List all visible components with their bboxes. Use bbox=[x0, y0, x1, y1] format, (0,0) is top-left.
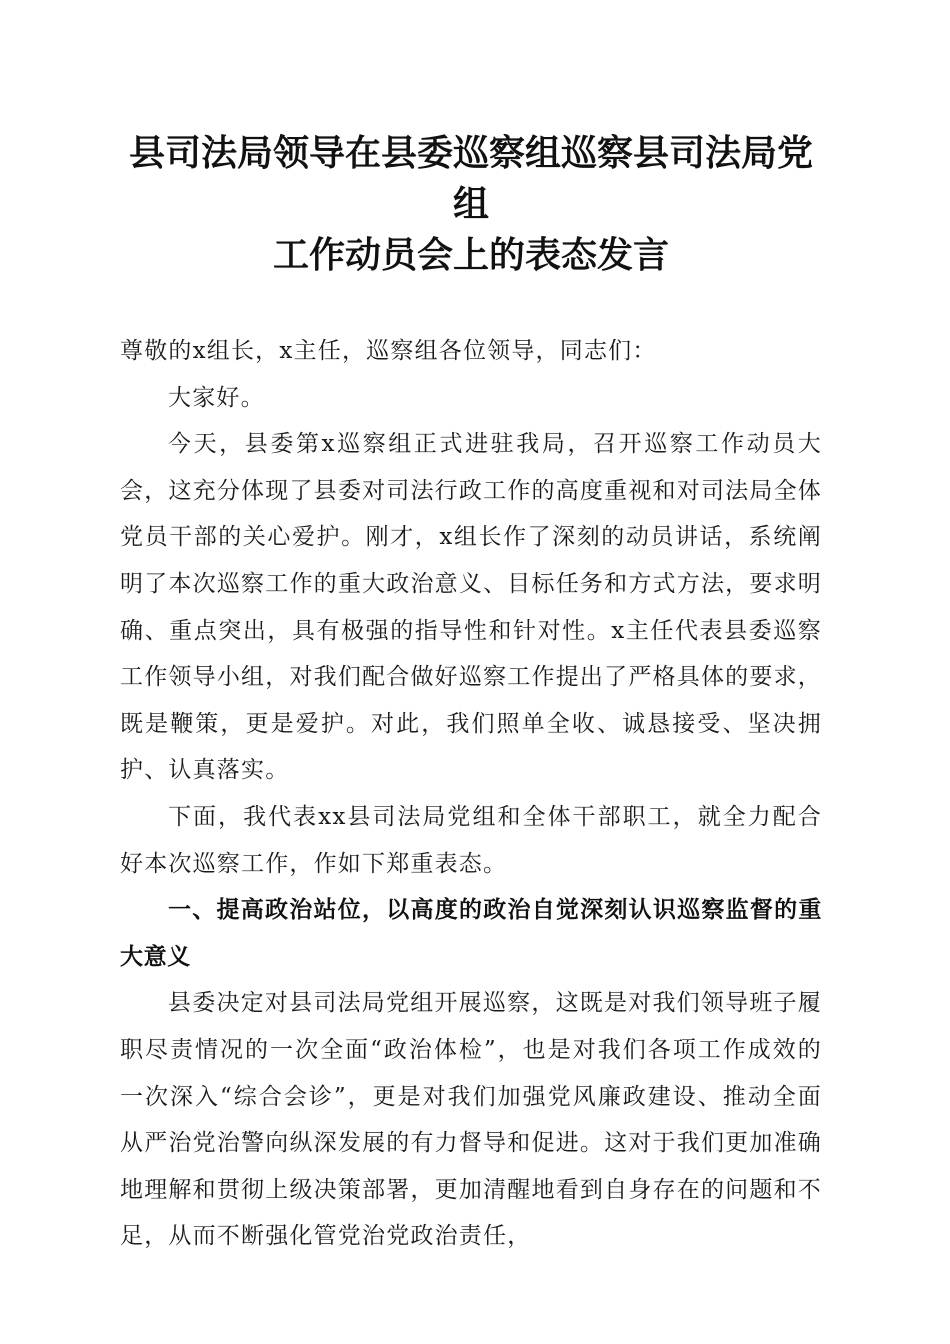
title-line-2: 工作动员会上的表态发言 bbox=[272, 234, 669, 276]
document-title bbox=[120, 128, 822, 281]
title-line-1: 县司法局领导在县委巡察组巡察县司法局党组 bbox=[128, 132, 813, 225]
greeting: 大家好。 bbox=[168, 384, 265, 411]
document-body bbox=[120, 328, 822, 1260]
paragraph-opening: 今天，县委第x巡察组正式进驻我局，召开巡察工作动员大会，这充分体现了县委对司法行政工作的高度重视和对司法局全体党员干部的关心爱护。刚才，x组长作了深刻的动员讲话，系统阐明了本次巡察工作的重大政治意义、目标任务和方式方法，要求明确、重点突出，具有极强的指导性和针对性。x主任代表县委巡察工作领导小组，对我们配合做好巡察工作提出了严格具体的要求，既是鞭策，更是爱护。对此，我们照单全收、诚恳接受、坚决拥护、认真落实。 bbox=[120, 431, 822, 784]
paragraph-statement: 下面，我代表xx县司法局党组和全体干部职工，就全力配合好本次巡察工作，作如下郑重表态。 bbox=[120, 803, 822, 877]
document-page bbox=[120, 128, 822, 1260]
section-heading-1: 一、提高政治站位，以高度的政治自觉深刻认识巡察监督的重大意义 bbox=[120, 897, 822, 970]
paragraph-section-1: 县委决定对县司法局党组开展巡察，这既是对我们领导班子履职尽责情况的一次全面“政治体检”，也是对我们各项工作成效的一次深入“综合会诊”，更是对我们加强党风廉政建设、推动全面从严治党治警向纵深发展的有力督导和促进。这对于我们更加准确地理解和贯彻上级决策部署，更加清醒地看到自身存在的问题和不足，从而不断强化管党治党政治责任， bbox=[120, 990, 822, 1250]
salutation: 尊敬的x组长，x主任，巡察组各位领导，同志们： bbox=[120, 338, 657, 364]
